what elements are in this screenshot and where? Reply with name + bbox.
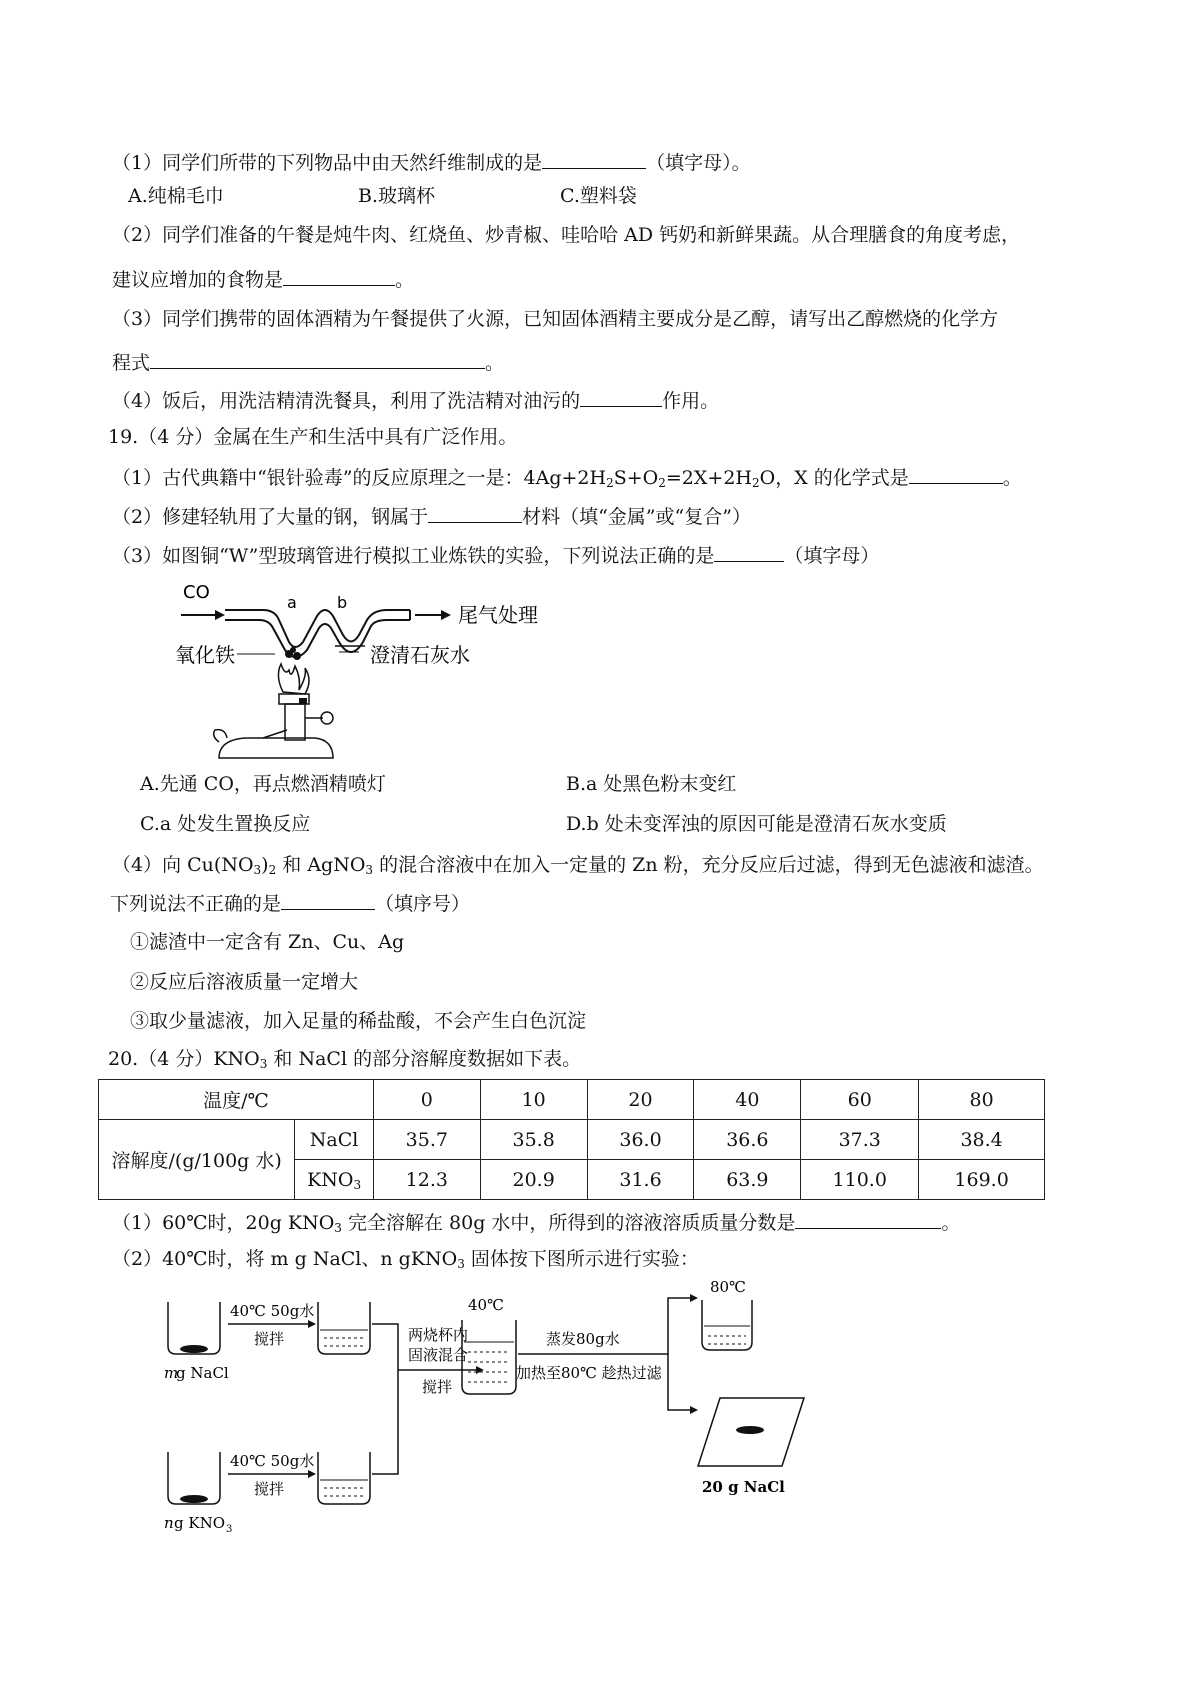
table-cell: NaCl xyxy=(295,1120,374,1160)
table-cell: 40 xyxy=(694,1080,801,1120)
table-cell: $KNO_3$ xyxy=(295,1160,374,1200)
q19-option-b: B.a 处黑色粉末变红 xyxy=(566,773,737,795)
q19-part1: （1）古代典籍中“银针验毒”的反应原理之一是：$4Ag+2H_2S+O_2=2X+2H_2O$，X 的化学式是 。 xyxy=(112,463,1022,491)
q19-option-a: A.先通 CO，再点燃酒精喷灯 xyxy=(140,773,386,795)
stir-label-2: 搅拌 xyxy=(254,1480,285,1498)
answer-blank[interactable] xyxy=(281,889,375,910)
answer-blank[interactable] xyxy=(795,1208,941,1229)
table-cell: 0 xyxy=(373,1080,480,1120)
table-cell: 60 xyxy=(801,1080,919,1120)
mix-label-2: 固液混合 xyxy=(408,1346,469,1364)
temp-header: 温度/℃ xyxy=(99,1080,374,1120)
point-b-label: b xyxy=(337,593,348,612)
co-label: CO xyxy=(183,582,210,603)
table-cell: 38.4 xyxy=(919,1120,1045,1160)
point-a-label: a xyxy=(287,593,297,612)
n-label: n xyxy=(164,1514,174,1532)
kno3-subscript: 3 xyxy=(226,1524,233,1535)
dissolution-experiment-figure xyxy=(150,1280,870,1550)
q19-part2: （2）修建轻轨用了大量的钢，钢属于 材料（填“金属”或“复合”） xyxy=(112,502,751,530)
q19-item-1: ①滤渣中一定含有 Zn、Cu、Ag xyxy=(130,931,405,953)
answer-blank[interactable] xyxy=(283,265,395,286)
q19-option-c: C.a 处发生置换反应 xyxy=(140,813,311,835)
q19-part3: （3）如图铜“W”型玻璃管进行模拟工业炼铁的实验，下列说法正确的是 （填字母） xyxy=(112,541,879,569)
solubility-header: 溶解度/(g/100g 水) xyxy=(99,1120,295,1200)
q19-option-d: D.b 处未变浑浊的原因可能是澄清石灰水变质 xyxy=(566,813,947,835)
answer-blank[interactable] xyxy=(909,463,1003,484)
nacl-sample-label: g NaCl xyxy=(176,1364,229,1382)
m-label: m xyxy=(164,1364,179,1382)
table-cell: 110.0 xyxy=(801,1160,919,1200)
q18-part3-line2: 程式 。 xyxy=(112,348,504,376)
table-cell: 80 xyxy=(919,1080,1045,1120)
mix-stir-label: 搅拌 xyxy=(422,1378,453,1396)
answer-blank[interactable] xyxy=(542,148,646,169)
table-cell: 36.6 xyxy=(694,1120,801,1160)
answer-blank[interactable] xyxy=(428,502,522,523)
q18-option-b: B.玻璃杯 xyxy=(358,185,436,207)
iron-smelting-apparatus-figure xyxy=(175,580,555,760)
answer-blank[interactable] xyxy=(580,386,662,407)
table-cell: 10 xyxy=(480,1080,587,1120)
q18-part2-line2: 建议应增加的食物是 。 xyxy=(112,265,414,293)
q18-part1: （1）同学们所带的下列物品中由天然纤维制成的是 （填字母）。 xyxy=(112,148,751,176)
stir-label: 搅拌 xyxy=(254,1330,285,1348)
step1-label: 40℃ 50g水 xyxy=(230,1302,315,1320)
q20-part1: （1）60℃时，20g $KNO_3$ 完全溶解在 80g 水中，所得到的溶液溶质质量分数是 。 xyxy=(112,1208,960,1236)
q20-heading: 20.（4 分）$KNO_3$ 和 NaCl 的部分溶解度数据如下表。 xyxy=(108,1048,582,1071)
solubility-table xyxy=(98,1079,1045,1200)
q19-heading: 19.（4 分）金属在生产和生活中具有广泛作用。 xyxy=(108,426,518,448)
table-row xyxy=(99,1080,1045,1120)
q19-part4-line1: （4）向 $Cu(NO_3)_2$ 和 AgNO$_3$ 的混合溶液中在加入一定量的 Zn 粉，充分反应后过滤，得到无色滤液和滤渣。 xyxy=(112,854,1044,877)
evaporate-label: 蒸发80g水 xyxy=(546,1330,620,1348)
result-label: 20 g NaCl xyxy=(702,1478,785,1496)
answer-blank[interactable] xyxy=(714,541,784,562)
step1-label-2: 40℃ 50g水 xyxy=(230,1452,315,1470)
limewater-label: 澄清石灰水 xyxy=(370,643,470,667)
table-cell: 35.8 xyxy=(480,1120,587,1160)
q18-part2-line1: （2）同学们准备的午餐是炖牛肉、红烧鱼、炒青椒、哇哈哈 AD 钙奶和新鲜果蔬。从合理膳食的角度考虑， xyxy=(112,224,1021,246)
table-cell: 169.0 xyxy=(919,1160,1045,1200)
q19-item-2: ②反应后溶液质量一定增大 xyxy=(130,971,359,993)
answer-blank[interactable] xyxy=(150,348,485,369)
q18-option-a: A.纯棉毛巾 xyxy=(128,185,224,207)
q18-option-c: C.塑料袋 xyxy=(560,185,637,207)
table-cell: 31.6 xyxy=(587,1160,694,1200)
q18-part3-line1: （3）同学们携带的固体酒精为午餐提供了火源，已知固体酒精主要成分是乙醇，请写出乙醇燃烧的化学方 xyxy=(112,308,999,330)
table-cell: 63.9 xyxy=(694,1160,801,1200)
temp-40-label: 40℃ xyxy=(468,1296,504,1314)
q20-part2: （2）40℃时，将 m g NaCl、n gKNO$_3$ 固体按下图所示进行实验： xyxy=(112,1248,699,1271)
table-cell: 20 xyxy=(587,1080,694,1120)
q18-part4: （4）饭后，用洗洁精清洗餐具，利用了洗洁精对油污的 作用。 xyxy=(112,386,719,414)
heat-filter-label: 加热至80℃ 趁热过滤 xyxy=(516,1364,662,1382)
q19-part4-line2: 下列说法不正确的是 （填序号） xyxy=(110,889,470,917)
iron-oxide-label: 氧化铁 xyxy=(175,643,235,667)
table-cell: 20.9 xyxy=(480,1160,587,1200)
table-cell: 37.3 xyxy=(801,1120,919,1160)
table-cell: 36.0 xyxy=(587,1120,694,1160)
temp-80-label: 80℃ xyxy=(710,1280,746,1296)
table-cell: 12.3 xyxy=(373,1160,480,1200)
table-cell: 35.7 xyxy=(373,1120,480,1160)
tail-gas-label: 尾气处理 xyxy=(458,603,538,627)
q19-item-3: ③取少量滤液，加入足量的稀盐酸，不会产生白色沉淀 xyxy=(130,1010,587,1032)
mix-label-1: 两烧杯内 xyxy=(408,1326,469,1344)
table-row xyxy=(99,1120,1045,1160)
kno3-sample-label: g KNO xyxy=(174,1514,225,1532)
